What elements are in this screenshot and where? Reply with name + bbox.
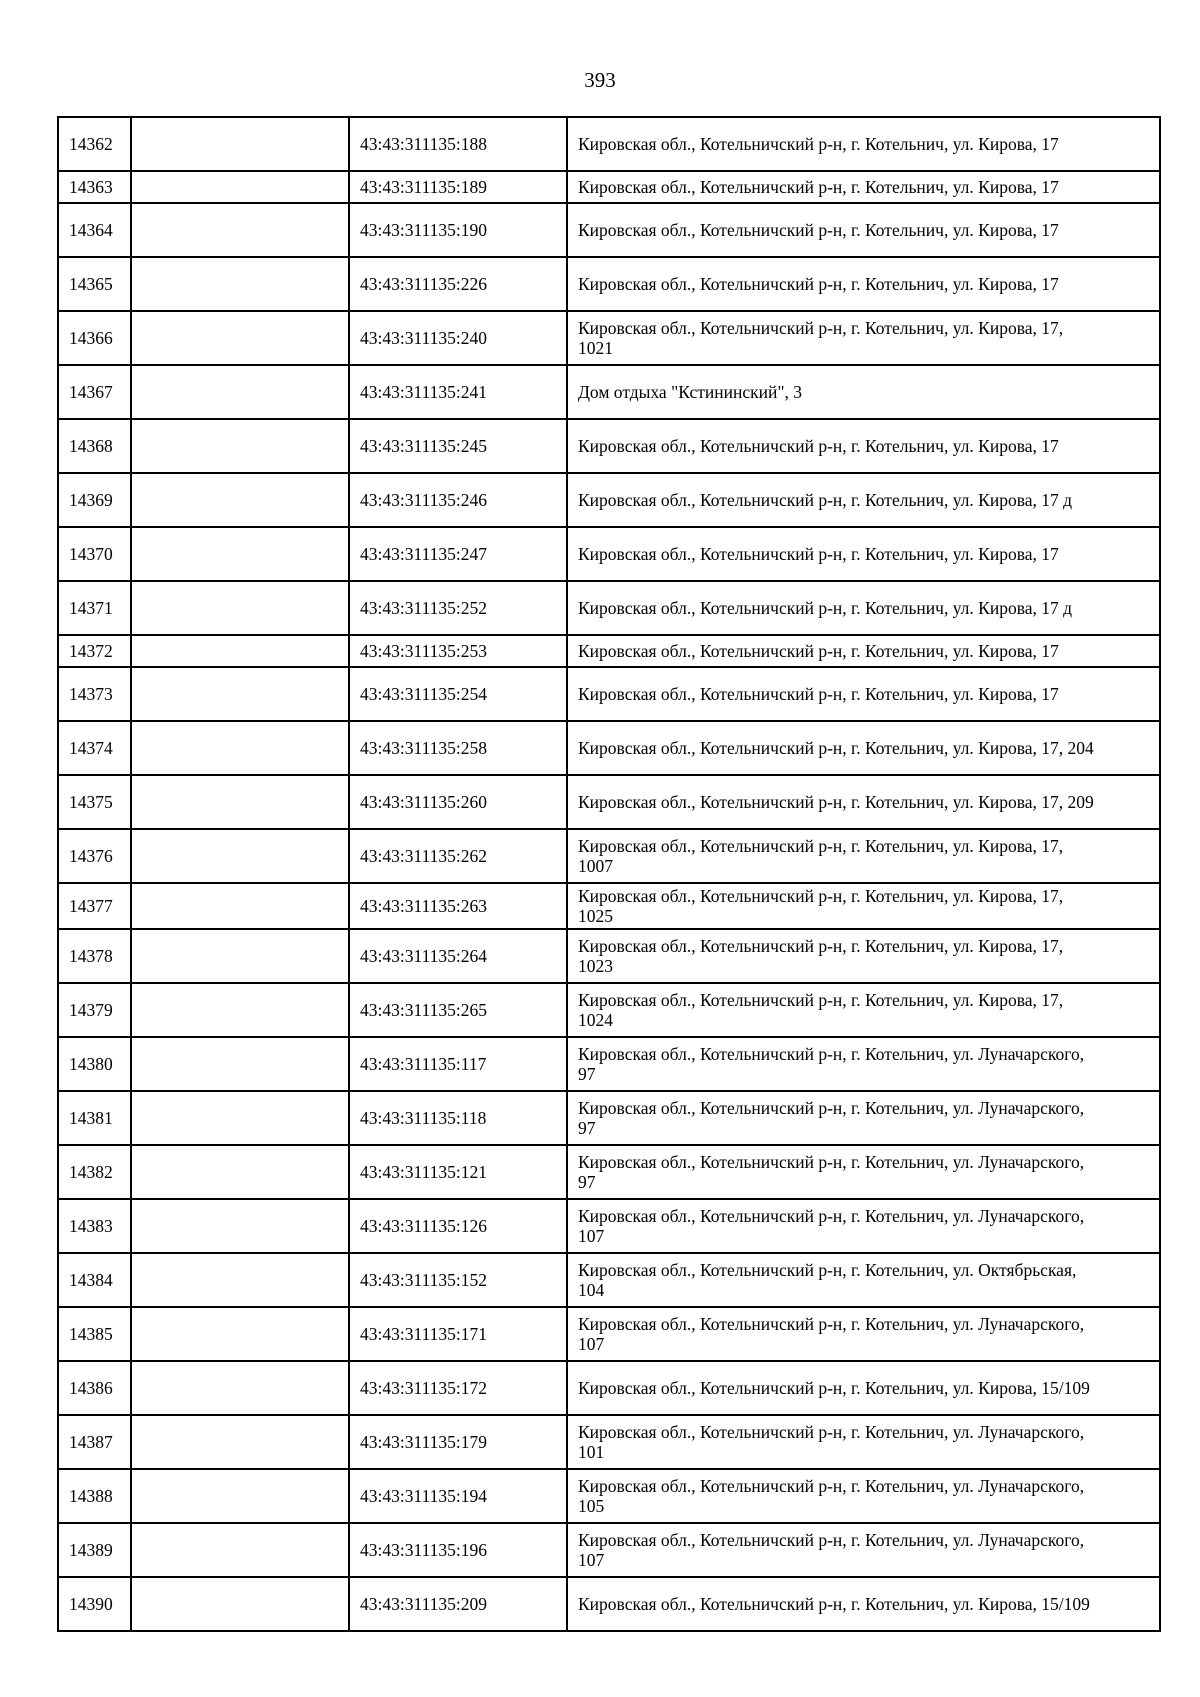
address-cell <box>567 419 1160 473</box>
address-line: Кировская обл., Котельничский р-н, г. Котельнич, ул. Кирова, 17, <box>578 886 1064 906</box>
empty-cell <box>131 1523 349 1577</box>
registry-table <box>57 116 1161 1632</box>
address-line: Кировская обл., Котельничский р-н, г. Котельнич, ул. Кирова, 17, <box>578 318 1064 338</box>
empty-cell <box>131 1469 349 1523</box>
empty-cell <box>131 311 349 365</box>
cadastral-number-cell: 43:43:311135:241 <box>349 365 567 419</box>
address-cell <box>567 311 1160 365</box>
cadastral-number-cell: 43:43:311135:264 <box>349 929 567 983</box>
row-number-cell: 14370 <box>58 527 131 581</box>
empty-cell <box>131 829 349 883</box>
cadastral-number-cell: 43:43:311135:260 <box>349 775 567 829</box>
address-line: Кировская обл., Котельничский р-н, г. Котельнич, ул. Кирова, 17 д <box>578 490 1073 510</box>
address-cell <box>567 1361 1160 1415</box>
table-row <box>58 635 1160 667</box>
empty-cell <box>131 983 349 1037</box>
cadastral-number-cell: 43:43:311135:263 <box>349 883 567 929</box>
address-line: 104 <box>578 1280 605 1300</box>
address-line: Кировская обл., Котельничский р-н, г. Котельнич, ул. Кирова, 17, <box>578 836 1064 856</box>
row-number-cell: 14381 <box>58 1091 131 1145</box>
address-cell <box>567 1199 1160 1253</box>
empty-cell <box>131 1577 349 1631</box>
row-number-cell: 14378 <box>58 929 131 983</box>
address-line: Кировская обл., Котельничский р-н, г. Котельнич, ул. Кирова, 17 <box>578 544 1059 564</box>
empty-cell <box>131 117 349 171</box>
address-cell <box>567 929 1160 983</box>
cadastral-number-cell: 43:43:311135:179 <box>349 1415 567 1469</box>
cadastral-number-cell: 43:43:311135:246 <box>349 473 567 527</box>
cadastral-number-cell: 43:43:311135:240 <box>349 311 567 365</box>
cadastral-number-cell: 43:43:311135:189 <box>349 171 567 203</box>
empty-cell <box>131 1037 349 1091</box>
cadastral-number-cell: 43:43:311135:252 <box>349 581 567 635</box>
cadastral-number-cell: 43:43:311135:172 <box>349 1361 567 1415</box>
table-row <box>58 1037 1160 1091</box>
row-number-cell: 14362 <box>58 117 131 171</box>
address-cell <box>567 473 1160 527</box>
address-line: 1007 <box>578 856 613 876</box>
cadastral-number-cell: 43:43:311135:253 <box>349 635 567 667</box>
empty-cell <box>131 883 349 929</box>
row-number-cell: 14382 <box>58 1145 131 1199</box>
table-row <box>58 1361 1160 1415</box>
cadastral-number-cell: 43:43:311135:152 <box>349 1253 567 1307</box>
table-row <box>58 667 1160 721</box>
cadastral-number-cell: 43:43:311135:247 <box>349 527 567 581</box>
registry-table-body <box>58 117 1160 1631</box>
row-number-cell: 14376 <box>58 829 131 883</box>
table-row <box>58 581 1160 635</box>
row-number-cell: 14373 <box>58 667 131 721</box>
address-cell <box>567 257 1160 311</box>
address-cell <box>567 117 1160 171</box>
address-line: Кировская обл., Котельничский р-н, г. Котельнич, ул. Кирова, 17, 209 <box>578 792 1094 812</box>
row-number-cell: 14374 <box>58 721 131 775</box>
row-number-cell: 14365 <box>58 257 131 311</box>
address-line: 107 <box>578 1550 605 1570</box>
table-row <box>58 311 1160 365</box>
address-line: Кировская обл., Котельничский р-н, г. Котельнич, ул. Кирова, 15/109 <box>578 1378 1090 1398</box>
row-number-cell: 14383 <box>58 1199 131 1253</box>
row-number-cell: 14375 <box>58 775 131 829</box>
address-line: 97 <box>578 1118 596 1138</box>
cadastral-number-cell: 43:43:311135:245 <box>349 419 567 473</box>
table-row <box>58 883 1160 929</box>
address-line: Кировская обл., Котельничский р-н, г. Котельнич, ул. Кирова, 17 <box>578 641 1059 661</box>
table-row <box>58 1307 1160 1361</box>
address-line: Кировская обл., Котельничский р-н, г. Котельнич, ул. Луначарского, <box>578 1206 1085 1226</box>
table-row <box>58 1091 1160 1145</box>
cadastral-number-cell: 43:43:311135:188 <box>349 117 567 171</box>
cadastral-number-cell: 43:43:311135:190 <box>349 203 567 257</box>
table-row <box>58 1199 1160 1253</box>
empty-cell <box>131 365 349 419</box>
address-cell <box>567 1469 1160 1523</box>
address-line: Кировская обл., Котельничский р-н, г. Котельнич, ул. Кирова, 17 <box>578 177 1059 197</box>
address-line: 1023 <box>578 956 613 976</box>
empty-cell <box>131 1415 349 1469</box>
address-cell <box>567 983 1160 1037</box>
address-cell <box>567 203 1160 257</box>
row-number-cell: 14389 <box>58 1523 131 1577</box>
empty-cell <box>131 527 349 581</box>
row-number-cell: 14386 <box>58 1361 131 1415</box>
address-line: Кировская обл., Котельничский р-н, г. Котельнич, ул. Кирова, 17, <box>578 990 1064 1010</box>
row-number-cell: 14390 <box>58 1577 131 1631</box>
table-row <box>58 1415 1160 1469</box>
page-number: 393 <box>584 68 616 92</box>
address-cell <box>567 775 1160 829</box>
empty-cell <box>131 667 349 721</box>
address-cell <box>567 1307 1160 1361</box>
table-row <box>58 1523 1160 1577</box>
address-line: Кировская обл., Котельничский р-н, г. Котельнич, ул. Кирова, 17 <box>578 134 1059 154</box>
cadastral-number-cell: 43:43:311135:258 <box>349 721 567 775</box>
empty-cell <box>131 581 349 635</box>
cadastral-number-cell: 43:43:311135:209 <box>349 1577 567 1631</box>
empty-cell <box>131 473 349 527</box>
address-line: Дом отдыха "Кстининский", 3 <box>578 382 802 402</box>
address-cell <box>567 829 1160 883</box>
address-cell <box>567 1415 1160 1469</box>
table-row <box>58 419 1160 473</box>
address-line: Кировская обл., Котельничский р-н, г. Котельнич, ул. Октябрьская, <box>578 1260 1077 1280</box>
table-row <box>58 929 1160 983</box>
table-row <box>58 473 1160 527</box>
row-number-cell: 14377 <box>58 883 131 929</box>
empty-cell <box>131 929 349 983</box>
address-line: Кировская обл., Котельничский р-н, г. Котельнич, ул. Кирова, 17, <box>578 936 1064 956</box>
address-line: Кировская обл., Котельничский р-н, г. Котельнич, ул. Луначарского, <box>578 1098 1085 1118</box>
address-line: Кировская обл., Котельничский р-н, г. Котельнич, ул. Луначарского, <box>578 1314 1085 1334</box>
empty-cell <box>131 635 349 667</box>
address-line: 97 <box>578 1172 596 1192</box>
address-cell <box>567 1577 1160 1631</box>
address-line: Кировская обл., Котельничский р-н, г. Котельнич, ул. Луначарского, <box>578 1044 1085 1064</box>
row-number-cell: 14384 <box>58 1253 131 1307</box>
row-number-cell: 14385 <box>58 1307 131 1361</box>
address-line: 107 <box>578 1334 605 1354</box>
address-cell <box>567 883 1160 929</box>
empty-cell <box>131 1253 349 1307</box>
address-line: 1025 <box>578 906 613 926</box>
empty-cell <box>131 171 349 203</box>
empty-cell <box>131 1361 349 1415</box>
table-row <box>58 171 1160 203</box>
row-number-cell: 14387 <box>58 1415 131 1469</box>
row-number-cell: 14363 <box>58 171 131 203</box>
empty-cell <box>131 257 349 311</box>
table-row <box>58 203 1160 257</box>
address-cell <box>567 581 1160 635</box>
table-row <box>58 1577 1160 1631</box>
empty-cell <box>131 419 349 473</box>
table-row <box>58 117 1160 171</box>
table-row <box>58 1469 1160 1523</box>
address-line: 105 <box>578 1496 605 1516</box>
address-cell <box>567 527 1160 581</box>
address-line: Кировская обл., Котельничский р-н, г. Котельнич, ул. Кирова, 17 <box>578 684 1059 704</box>
table-row <box>58 527 1160 581</box>
table-row <box>58 1253 1160 1307</box>
cadastral-number-cell: 43:43:311135:254 <box>349 667 567 721</box>
address-line: 97 <box>578 1064 596 1084</box>
cadastral-number-cell: 43:43:311135:226 <box>349 257 567 311</box>
table-row <box>58 983 1160 1037</box>
row-number-cell: 14372 <box>58 635 131 667</box>
address-line: Кировская обл., Котельничский р-н, г. Котельнич, ул. Кирова, 17 <box>578 220 1059 240</box>
empty-cell <box>131 203 349 257</box>
row-number-cell: 14366 <box>58 311 131 365</box>
empty-cell <box>131 721 349 775</box>
address-cell <box>567 635 1160 667</box>
cadastral-number-cell: 43:43:311135:126 <box>349 1199 567 1253</box>
cadastral-number-cell: 43:43:311135:121 <box>349 1145 567 1199</box>
row-number-cell: 14364 <box>58 203 131 257</box>
cadastral-number-cell: 43:43:311135:262 <box>349 829 567 883</box>
cadastral-number-cell: 43:43:311135:194 <box>349 1469 567 1523</box>
address-line: Кировская обл., Котельничский р-н, г. Котельнич, ул. Луначарского, <box>578 1476 1085 1496</box>
row-number-cell: 14368 <box>58 419 131 473</box>
row-number-cell: 14379 <box>58 983 131 1037</box>
row-number-cell: 14367 <box>58 365 131 419</box>
row-number-cell: 14369 <box>58 473 131 527</box>
row-number-cell: 14371 <box>58 581 131 635</box>
address-line: Кировская обл., Котельничский р-н, г. Котельнич, ул. Кирова, 15/109 <box>578 1594 1090 1614</box>
address-line: Кировская обл., Котельничский р-н, г. Котельнич, ул. Луначарского, <box>578 1422 1085 1442</box>
address-line: Кировская обл., Котельничский р-н, г. Котельнич, ул. Луначарского, <box>578 1530 1085 1550</box>
cadastral-number-cell: 43:43:311135:196 <box>349 1523 567 1577</box>
address-cell <box>567 667 1160 721</box>
empty-cell <box>131 1307 349 1361</box>
empty-cell <box>131 775 349 829</box>
cadastral-number-cell: 43:43:311135:118 <box>349 1091 567 1145</box>
address-cell <box>567 1253 1160 1307</box>
row-number-cell: 14388 <box>58 1469 131 1523</box>
address-line: Кировская обл., Котельничский р-н, г. Котельнич, ул. Кирова, 17 <box>578 436 1059 456</box>
address-line: Кировская обл., Котельничский р-н, г. Котельнич, ул. Кирова, 17 д <box>578 598 1073 618</box>
row-number-cell: 14380 <box>58 1037 131 1091</box>
address-cell <box>567 1523 1160 1577</box>
empty-cell <box>131 1199 349 1253</box>
address-cell <box>567 1037 1160 1091</box>
address-line: 1024 <box>578 1010 613 1030</box>
table-row <box>58 829 1160 883</box>
table-row <box>58 775 1160 829</box>
cadastral-number-cell: 43:43:311135:117 <box>349 1037 567 1091</box>
table-row <box>58 257 1160 311</box>
table-row <box>58 1145 1160 1199</box>
address-line: Кировская обл., Котельничский р-н, г. Котельнич, ул. Луначарского, <box>578 1152 1085 1172</box>
table-row <box>58 721 1160 775</box>
cadastral-number-cell: 43:43:311135:265 <box>349 983 567 1037</box>
empty-cell <box>131 1145 349 1199</box>
address-line: Кировская обл., Котельничский р-н, г. Котельнич, ул. Кирова, 17 <box>578 274 1059 294</box>
cadastral-number-cell: 43:43:311135:171 <box>349 1307 567 1361</box>
address-cell <box>567 171 1160 203</box>
empty-cell <box>131 1091 349 1145</box>
address-line: Кировская обл., Котельничский р-н, г. Котельнич, ул. Кирова, 17, 204 <box>578 738 1094 758</box>
table-row <box>58 365 1160 419</box>
address-line: 1021 <box>578 338 613 358</box>
address-cell <box>567 721 1160 775</box>
address-line: 101 <box>578 1442 605 1462</box>
address-cell <box>567 365 1160 419</box>
address-cell <box>567 1145 1160 1199</box>
address-cell <box>567 1091 1160 1145</box>
address-line: 107 <box>578 1226 605 1246</box>
